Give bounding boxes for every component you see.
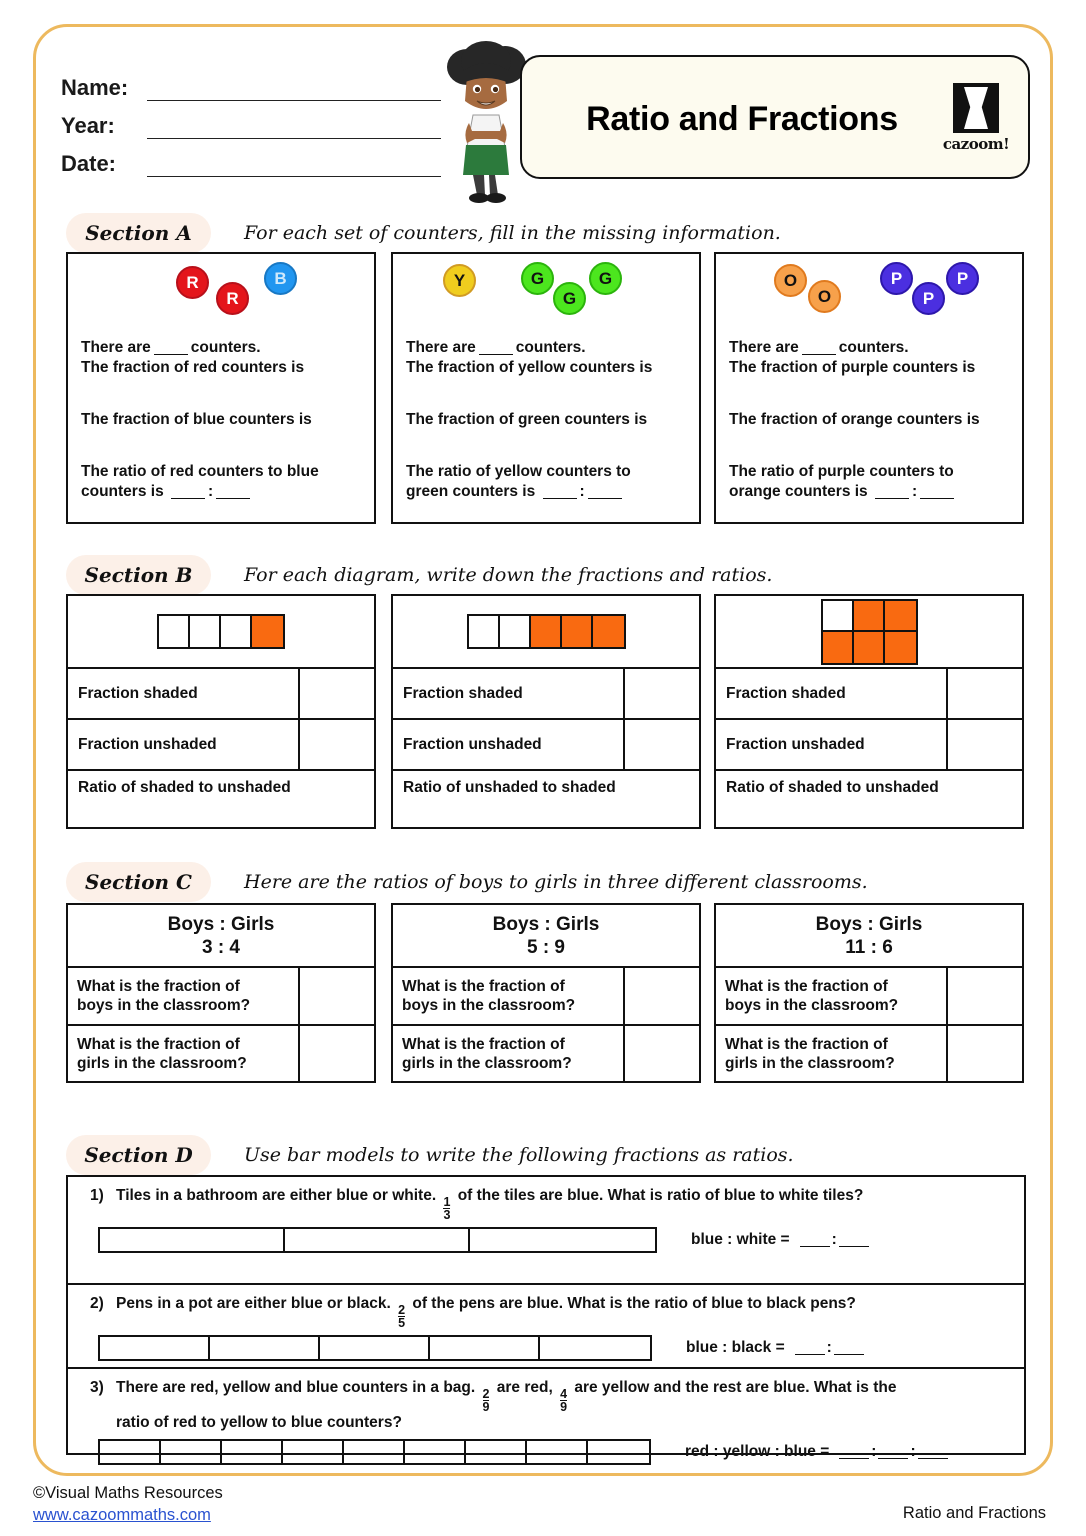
grid-cell bbox=[885, 632, 916, 663]
answer-blank[interactable] bbox=[918, 1444, 948, 1459]
answer-blank[interactable] bbox=[479, 340, 513, 355]
section-c-card-2 bbox=[391, 903, 701, 1083]
section-d-box bbox=[66, 1175, 1026, 1460]
bar-cell bbox=[190, 616, 221, 647]
diagram-cell bbox=[393, 596, 699, 669]
boys-fraction-row bbox=[68, 968, 374, 1026]
student-info-fields bbox=[61, 63, 441, 177]
ratio-label: Ratio of unshaded to shaded bbox=[403, 779, 616, 796]
section-d-title: Section D bbox=[84, 1143, 193, 1167]
fraction-numerator: 2 bbox=[398, 1303, 406, 1317]
fraction-shaded-row bbox=[68, 669, 374, 720]
answer-blank[interactable] bbox=[839, 1232, 869, 1247]
bar-model-cell[interactable] bbox=[100, 1441, 161, 1463]
bar-model-cell[interactable] bbox=[344, 1441, 405, 1463]
bar-model-cell[interactable] bbox=[466, 1441, 527, 1463]
section-b-banner bbox=[66, 555, 966, 595]
counter-questions bbox=[406, 338, 696, 502]
page-title: Ratio and Fractions bbox=[586, 99, 898, 138]
bar-model-cell[interactable] bbox=[430, 1337, 540, 1359]
counter-total-line: There are counters. bbox=[81, 339, 261, 356]
bar-model-cell[interactable] bbox=[100, 1337, 210, 1359]
fraction-unshaded-row bbox=[68, 720, 374, 771]
girls-fraction-question: What is the fraction of girls in the classroom? bbox=[77, 1035, 247, 1072]
fraction-unshaded-answer[interactable] bbox=[623, 720, 699, 769]
girls-fraction-row bbox=[716, 1026, 1022, 1081]
bar-model-cell[interactable] bbox=[100, 1229, 285, 1251]
worksheet-title-box bbox=[520, 55, 1030, 179]
fraction-unshaded-row bbox=[716, 720, 1022, 771]
counter-set bbox=[716, 260, 1026, 330]
counter-y: Y bbox=[443, 264, 476, 297]
grid-cell bbox=[823, 632, 854, 663]
fraction-question-2: The fraction of orange counters is bbox=[729, 411, 980, 428]
fraction-unshaded-row bbox=[393, 720, 699, 771]
question-body: There are red, yellow and blue counters in a bag. $\frac{2}{9}$ are red, $\frac{4}{9}$ are yellow and the rest are blue. What is the ratio of red to yellow to blue counters? bbox=[116, 1379, 897, 1431]
fraction-shaded-answer[interactable] bbox=[623, 669, 699, 718]
fraction-denominator: 9 bbox=[560, 1400, 568, 1414]
grid-row bbox=[823, 601, 916, 632]
ratio-header bbox=[68, 905, 374, 968]
ratio-answer bbox=[691, 1231, 871, 1249]
name-field-row bbox=[61, 63, 441, 101]
answer-row bbox=[68, 1221, 1024, 1263]
ratio-header bbox=[716, 905, 1022, 968]
bar-cell bbox=[221, 616, 252, 647]
section-c-banner bbox=[66, 862, 966, 902]
year-label: Year: bbox=[61, 113, 115, 138]
ratio-row[interactable] bbox=[716, 771, 1022, 827]
ratio-question: The ratio of purple counters to orange counters is : bbox=[729, 463, 954, 500]
fraction-unshaded-label: Fraction unshaded bbox=[726, 735, 865, 753]
bar-model-cell[interactable] bbox=[283, 1441, 344, 1463]
ratio-answer-label: blue : black = bbox=[686, 1339, 785, 1356]
ratio-row[interactable] bbox=[393, 771, 699, 827]
girls-fraction-answer[interactable] bbox=[623, 1026, 699, 1081]
section-a-card-3 bbox=[714, 252, 1024, 524]
section-a-title: Section A bbox=[85, 221, 192, 245]
bar-model bbox=[98, 1335, 652, 1361]
grid-cell bbox=[854, 601, 885, 632]
bar-cell bbox=[593, 616, 624, 647]
section-c-description: Here are the ratios of boys to girls in three different classrooms. bbox=[244, 871, 868, 893]
boys-fraction-question: What is the fraction of boys in the classroom? bbox=[77, 978, 251, 1014]
fraction-unshaded-answer[interactable] bbox=[946, 720, 1022, 769]
section-c-card-1 bbox=[66, 903, 376, 1083]
counter-questions bbox=[729, 338, 1019, 502]
ratio-question: The ratio of yellow counters to green counters is : bbox=[406, 463, 631, 500]
boys-fraction-answer[interactable] bbox=[946, 968, 1022, 1024]
counter-g: G bbox=[521, 262, 554, 295]
bar-model-cell[interactable] bbox=[527, 1441, 588, 1463]
worksheet-frame bbox=[33, 24, 1053, 1476]
fraction-unshaded-answer[interactable] bbox=[298, 720, 374, 769]
answer-blank[interactable] bbox=[171, 484, 205, 499]
section-b-card-3 bbox=[714, 594, 1024, 829]
bar-model-cell[interactable] bbox=[222, 1441, 283, 1463]
bar-model-cell[interactable] bbox=[588, 1441, 649, 1463]
fraction-question-2: The fraction of blue counters is bbox=[81, 411, 312, 428]
diagram-cell bbox=[68, 596, 374, 669]
girls-fraction-row bbox=[393, 1026, 699, 1081]
grid-model-diagram bbox=[821, 599, 918, 665]
fraction-numerator: 1 bbox=[443, 1195, 451, 1209]
fraction-numerator: 4 bbox=[560, 1387, 568, 1401]
bar-cell bbox=[562, 616, 593, 647]
fraction-denominator: 5 bbox=[398, 1316, 406, 1330]
grid-cell bbox=[854, 632, 885, 663]
ratio-answer-blanks[interactable]: : bbox=[798, 1231, 871, 1249]
bar-cell bbox=[500, 616, 531, 647]
answer-blank[interactable] bbox=[795, 1340, 825, 1355]
section-d-question-3 bbox=[68, 1369, 1024, 1460]
counter-p: P bbox=[880, 262, 913, 295]
question-text bbox=[68, 1177, 1024, 1221]
counter-r: R bbox=[216, 282, 249, 315]
year-input-line[interactable] bbox=[147, 112, 441, 139]
fraction-shaded-label: Fraction shaded bbox=[78, 684, 198, 702]
question-text bbox=[68, 1285, 1024, 1329]
answer-blank[interactable] bbox=[588, 484, 622, 499]
boys-fraction-question: What is the fraction of boys in the classroom? bbox=[402, 978, 576, 1014]
girls-fraction-question: What is the fraction of girls in the classroom? bbox=[725, 1035, 895, 1072]
cazoom-logo-text: cazoom! bbox=[942, 135, 1010, 153]
fraction bbox=[443, 1197, 450, 1221]
bar-model-diagram bbox=[157, 614, 285, 649]
grid-cell bbox=[885, 601, 916, 632]
year-field-row bbox=[61, 101, 441, 139]
section-a-description: For each set of counters, fill in the missing information. bbox=[244, 222, 781, 244]
counter-b: B bbox=[264, 262, 297, 295]
ratio-label: Ratio of shaded to unshaded bbox=[726, 779, 939, 796]
ratio-question: The ratio of red counters to blue counters is : bbox=[81, 463, 319, 500]
section-d-banner bbox=[66, 1135, 986, 1175]
ratio-answer-blanks[interactable]: : bbox=[793, 1339, 866, 1357]
section-b-card-2 bbox=[391, 594, 701, 829]
copyright-text: ©Visual Maths Resources bbox=[33, 1484, 223, 1502]
section-b-card-1 bbox=[66, 594, 376, 829]
bar-model-cell[interactable] bbox=[285, 1229, 470, 1251]
counter-total-line: There are counters. bbox=[729, 339, 909, 356]
section-d-question-1 bbox=[68, 1177, 1024, 1285]
section-c-card-3 bbox=[714, 903, 1024, 1083]
ratio-header bbox=[393, 905, 699, 968]
girls-fraction-question: What is the fraction of girls in the classroom? bbox=[402, 1035, 572, 1072]
bar-model-cell[interactable] bbox=[320, 1337, 430, 1359]
ratio-value: 11 : 6 bbox=[845, 936, 893, 958]
bar-model-diagram bbox=[467, 614, 626, 649]
ratio-answer-label: red : yellow : blue = bbox=[685, 1443, 830, 1460]
fraction-unshaded-label: Fraction unshaded bbox=[78, 735, 217, 753]
fraction-shaded-answer[interactable] bbox=[946, 669, 1022, 718]
bar-model-cell[interactable] bbox=[161, 1441, 222, 1463]
ratio-value: 5 : 9 bbox=[526, 936, 566, 958]
answer-blank[interactable] bbox=[543, 484, 577, 499]
fraction-shaded-label: Fraction shaded bbox=[726, 684, 846, 702]
bar-cell bbox=[159, 616, 190, 647]
fraction bbox=[483, 1389, 490, 1413]
date-field-row bbox=[61, 139, 441, 177]
grid-row bbox=[823, 632, 916, 663]
question-number: 3) bbox=[90, 1379, 104, 1396]
section-d-description: Use bar models to write the following fractions as ratios. bbox=[244, 1144, 794, 1166]
ratio-answer-label: blue : white = bbox=[691, 1231, 790, 1248]
question-body: Tiles in a bathroom are either blue or white. $\frac{1}{3}$ of the tiles are blue. What is ratio of blue to white tiles? bbox=[116, 1187, 864, 1222]
website-link[interactable]: www.cazoommaths.com bbox=[33, 1506, 211, 1524]
fraction bbox=[560, 1389, 567, 1413]
ratio-row[interactable] bbox=[68, 771, 374, 827]
counter-p: P bbox=[946, 262, 979, 295]
answer-blank[interactable] bbox=[154, 340, 188, 355]
cazoom-logo bbox=[940, 83, 1012, 159]
question-body: Pens in a pot are either blue or black. $\frac{2}{5}$ of the pens are blue. What is the ratio of blue to black pens? bbox=[116, 1295, 856, 1330]
answer-blank[interactable] bbox=[800, 1232, 830, 1247]
boys-fraction-question: What is the fraction of boys in the classroom? bbox=[725, 978, 899, 1014]
girls-fraction-answer[interactable] bbox=[298, 1026, 374, 1081]
fraction-shaded-label: Fraction shaded bbox=[403, 684, 523, 702]
boys-girls-label: Boys : Girls bbox=[815, 913, 923, 935]
section-c-title: Section C bbox=[85, 870, 192, 894]
worksheet-header bbox=[36, 27, 1056, 202]
boys-fraction-answer[interactable] bbox=[623, 968, 699, 1024]
fraction-numerator: 2 bbox=[482, 1387, 490, 1401]
name-input-line[interactable] bbox=[147, 74, 441, 101]
counter-set bbox=[68, 260, 378, 330]
answer-blank[interactable] bbox=[878, 1444, 908, 1459]
name-label: Name: bbox=[61, 75, 129, 100]
cazoom-cup-icon bbox=[953, 83, 999, 133]
boys-fraction-answer[interactable] bbox=[298, 968, 374, 1024]
fraction bbox=[398, 1305, 405, 1329]
bar-model-cell[interactable] bbox=[405, 1441, 466, 1463]
grid-cell bbox=[823, 601, 854, 632]
fraction-shaded-answer[interactable] bbox=[298, 669, 374, 718]
bar-model bbox=[98, 1227, 657, 1253]
footer-worksheet-name: Ratio and Fractions bbox=[902, 1504, 1046, 1522]
bar-cell bbox=[469, 616, 500, 647]
fraction-shaded-row bbox=[716, 669, 1022, 720]
girls-fraction-row bbox=[68, 1026, 374, 1081]
answer-blank[interactable] bbox=[920, 484, 954, 499]
diagram-cell bbox=[716, 596, 1022, 669]
ratio-answer bbox=[686, 1339, 866, 1357]
fraction-question-1: The fraction of purple counters is bbox=[729, 359, 976, 376]
fraction-unshaded-label: Fraction unshaded bbox=[403, 735, 542, 753]
bar-model-cell[interactable] bbox=[210, 1337, 320, 1359]
bar-model-cell[interactable] bbox=[540, 1337, 650, 1359]
fraction-question-1: The fraction of yellow counters is bbox=[406, 359, 653, 376]
answer-blank[interactable] bbox=[839, 1444, 869, 1459]
ratio-label: Ratio of shaded to unshaded bbox=[78, 779, 291, 796]
fraction-question-1: The fraction of red counters is bbox=[81, 359, 305, 376]
ratio-value: 3 : 4 bbox=[201, 936, 241, 958]
fraction-denominator: 9 bbox=[482, 1400, 490, 1414]
counter-o: O bbox=[774, 264, 807, 297]
date-label: Date: bbox=[61, 151, 117, 176]
question-number: 2) bbox=[90, 1295, 104, 1312]
bar-model-cell[interactable] bbox=[470, 1229, 655, 1251]
section-a-card-2 bbox=[391, 252, 701, 524]
counter-questions bbox=[81, 338, 371, 502]
answer-blank[interactable] bbox=[216, 484, 250, 499]
ratio-answer bbox=[685, 1443, 950, 1461]
girls-fraction-answer[interactable] bbox=[946, 1026, 1022, 1081]
section-a-card-1 bbox=[66, 252, 376, 524]
section-b-description: For each diagram, write down the fractions and ratios. bbox=[244, 564, 773, 586]
counter-g: G bbox=[589, 262, 622, 295]
date-input-line[interactable] bbox=[147, 150, 441, 177]
counter-r: R bbox=[176, 266, 209, 299]
counter-set bbox=[393, 260, 703, 330]
fraction-question-2: The fraction of green counters is bbox=[406, 411, 648, 428]
boys-girls-label: Boys : Girls bbox=[167, 913, 275, 935]
boys-fraction-row bbox=[393, 968, 699, 1026]
counter-total-line: There are counters. bbox=[406, 339, 586, 356]
counter-o: O bbox=[808, 280, 841, 313]
answer-blank[interactable] bbox=[875, 484, 909, 499]
answer-row bbox=[68, 1433, 1024, 1475]
answer-blank[interactable] bbox=[802, 340, 836, 355]
counter-g: G bbox=[553, 282, 586, 315]
counter-p: P bbox=[912, 282, 945, 315]
boys-fraction-row bbox=[716, 968, 1022, 1026]
fraction-shaded-row bbox=[393, 669, 699, 720]
ratio-answer-blanks[interactable]: : : bbox=[837, 1443, 949, 1461]
fraction-denominator: 3 bbox=[443, 1208, 451, 1222]
boys-girls-label: Boys : Girls bbox=[492, 913, 600, 935]
section-b-title: Section B bbox=[84, 563, 193, 587]
footer-left bbox=[33, 1482, 223, 1526]
bar-cell bbox=[531, 616, 562, 647]
answer-row bbox=[68, 1329, 1024, 1371]
answer-blank[interactable] bbox=[834, 1340, 864, 1355]
question-text bbox=[68, 1369, 1024, 1433]
question-number: 1) bbox=[90, 1187, 104, 1204]
section-a-banner bbox=[66, 213, 966, 253]
bar-cell bbox=[252, 616, 283, 647]
bar-model bbox=[98, 1439, 651, 1465]
section-d-question-2 bbox=[68, 1285, 1024, 1369]
